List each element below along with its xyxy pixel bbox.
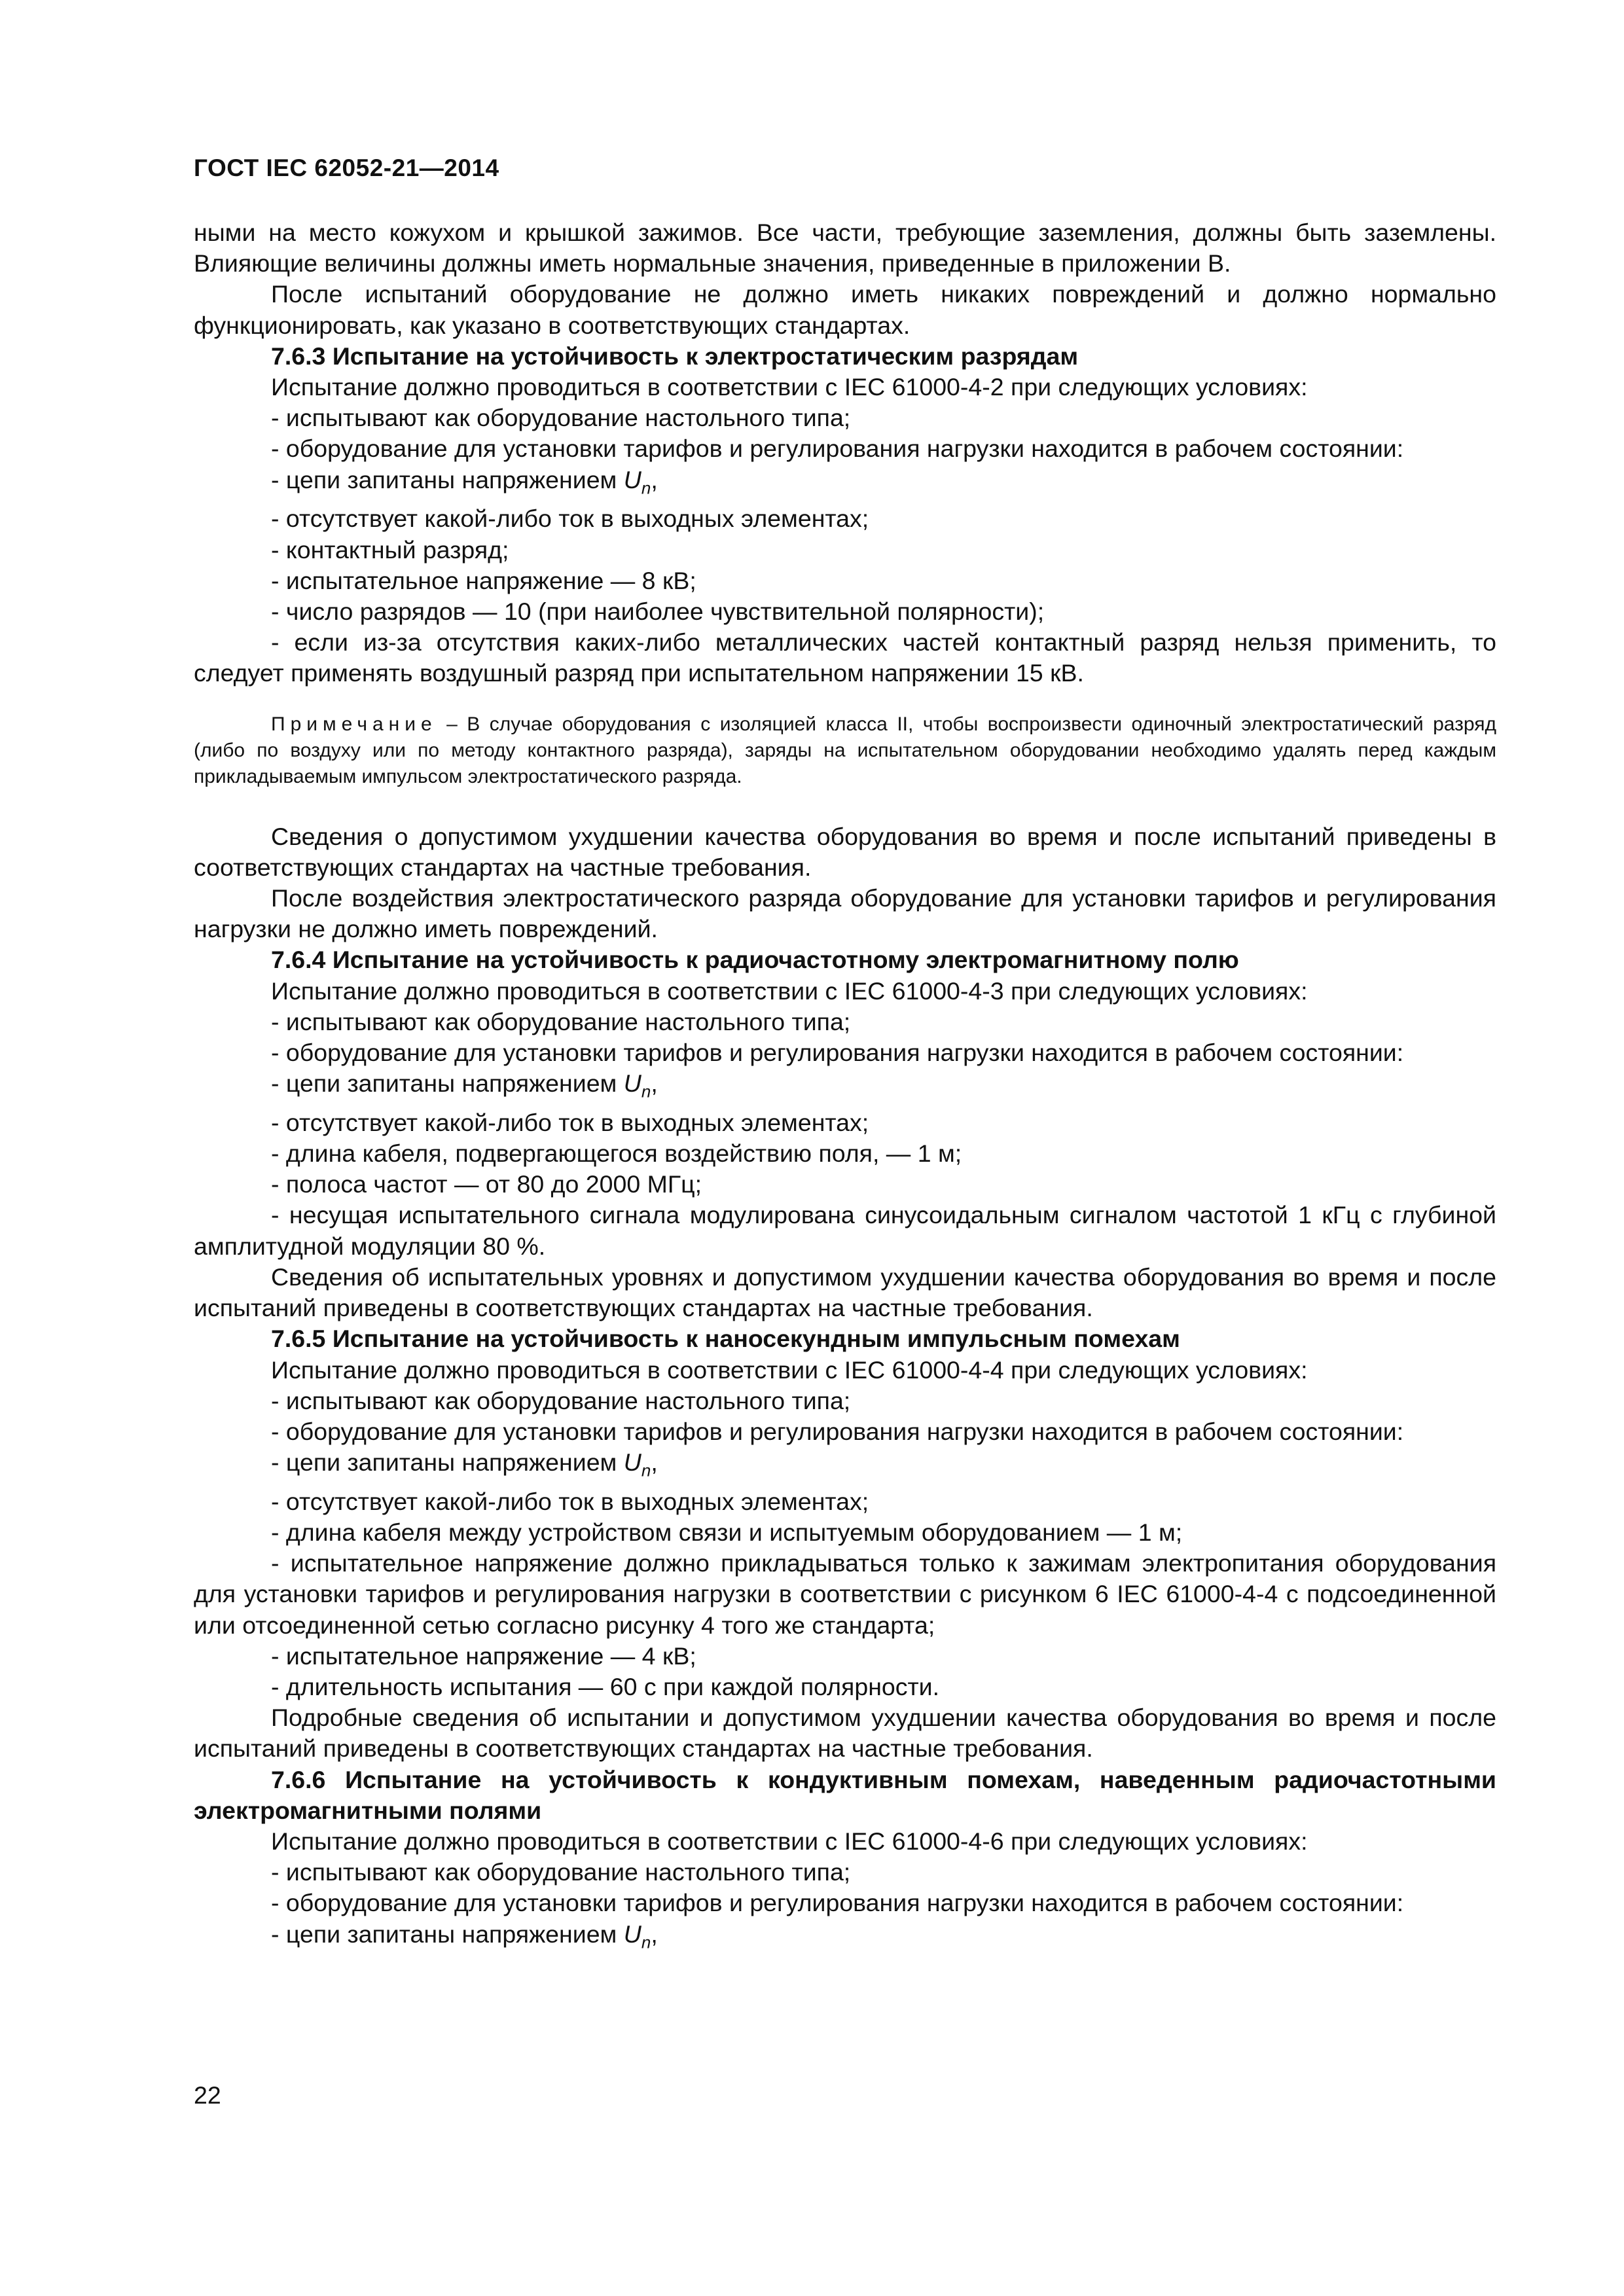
body-paragraph: После испытаний оборудование не должно иметь никаких повреждений и должно нормально функционировать, как указано в соответствующих стандартах.	[194, 280, 1496, 339]
voltage-symbol: U	[623, 465, 641, 493]
body-paragraph: ными на место кожухом и крышкой зажимов. Все части, требующие заземления, должны быть заземлены. Влияющие величины должны иметь нормальные значения, приведенные в приложении В.	[194, 219, 1496, 278]
body-paragraph: Сведения об испытательных уровнях и допустимом ухудшении качества оборудования во время и после испытаний приведены в соответствующих стандартах на частные требования.	[194, 1263, 1496, 1322]
body-paragraph: - испытательное напряжение должно прикладываться только к зажимам электропитания оборудования для установки тарифов и регулирования нагрузки в соответствии с рисунком 6 IEC 61000-4-4 с подсоединенной или отсоединенной сетью согласно рисунку 4 того же стандарта;	[194, 1549, 1496, 1639]
voltage-subscript: n	[641, 478, 651, 498]
body-paragraph: - длина кабеля между устройством связи и испытуемым оборудованием — 1 м;	[271, 1518, 1183, 1547]
document-body	[194, 217, 1496, 1958]
body-paragraph: Испытание должно проводиться в соответствии с IEC 61000-4-2 при следующих условиях:	[271, 373, 1308, 401]
paragraph-text: - цепи запитаны напряжением	[271, 1920, 624, 1948]
paragraph-suffix: ,	[651, 1448, 658, 1477]
section-heading: 7.6.6 Испытание на устойчивость к кондуктивным помехам, наведенным радиочастотными электромагнитными полями	[194, 1765, 1496, 1824]
note-paragraph	[194, 711, 1496, 790]
body-paragraph	[194, 1447, 1496, 1486]
voltage-symbol: U	[623, 1069, 641, 1098]
section-heading: 7.6.4 Испытание на устойчивость к радиочастотному электромагнитному полю	[271, 946, 1239, 974]
body-paragraph: - испытывают как оборудование настольного типа;	[271, 1007, 851, 1035]
section-heading: 7.6.3 Испытание на устойчивость к электростатическим разрядам	[271, 342, 1079, 370]
body-paragraph: - испытывают как оборудование настольного типа;	[271, 1386, 851, 1414]
voltage-symbol: U	[623, 1448, 641, 1477]
body-paragraph: - длина кабеля, подвергающегося воздействию поля, — 1 м;	[271, 1139, 962, 1168]
body-paragraph: - несущая испытательного сигнала модулирована синусоидальным сигналом частотой 1 кГц с глубиной амплитудной модуляции 80 %.	[194, 1201, 1496, 1260]
paragraph-text: - цепи запитаны напряжением	[271, 1069, 624, 1098]
body-paragraph: - оборудование для установки тарифов и регулирования нагрузки находится в рабочем состоянии:	[271, 1038, 1404, 1066]
section-heading: 7.6.5 Испытание на устойчивость к наносекундным импульсным помехам	[271, 1325, 1180, 1353]
body-paragraph: Сведения о допустимом ухудшении качества оборудования во время и после испытаний приведены в соответствующих стандартах на частные требования.	[194, 822, 1496, 881]
voltage-subscript: n	[641, 1460, 651, 1480]
body-paragraph: - отсутствует какой-либо ток в выходных элементах;	[271, 505, 869, 533]
paragraph-suffix: ,	[651, 465, 658, 493]
body-paragraph: - если из-за отсутствия каких-либо металлических частей контактный разряд нельзя применить, то следует применять воздушный разряд при испытательном напряжении 15 кВ.	[194, 628, 1496, 687]
voltage-subscript: n	[641, 1081, 651, 1102]
body-paragraph: - число разрядов — 10 (при наиболее чувствительной полярности);	[271, 597, 1045, 625]
paragraph-text: - цепи запитаны напряжением	[271, 465, 624, 493]
body-paragraph: Испытание должно проводиться в соответствии с IEC 61000-4-3 при следующих условиях:	[271, 977, 1308, 1005]
body-paragraph: - полоса частот — от 80 до 2000 МГц;	[271, 1170, 702, 1198]
paragraph-text: - цепи запитаны напряжением	[271, 1448, 624, 1477]
body-paragraph: - испытывают как оборудование настольного типа;	[271, 1858, 851, 1886]
voltage-subscript: n	[641, 1932, 651, 1952]
body-paragraph: Испытание должно проводиться в соответствии с IEC 61000-4-4 при следующих условиях:	[271, 1355, 1308, 1384]
body-paragraph: - оборудование для установки тарифов и регулирования нагрузки находится в рабочем состоянии:	[271, 1417, 1404, 1445]
body-paragraph: - длительность испытания — 60 с при каждой полярности.	[271, 1673, 940, 1701]
body-paragraph: - оборудование для установки тарифов и регулирования нагрузки находится в рабочем состоянии:	[271, 435, 1404, 463]
body-paragraph: - испытательное напряжение — 8 кВ;	[271, 566, 696, 594]
body-paragraph: После воздействия электростатического разряда оборудование для установки тарифов и регулирования нагрузки не должно иметь повреждений.	[194, 884, 1496, 943]
note-label: Примечание	[271, 713, 437, 735]
paragraph-suffix: ,	[651, 1069, 658, 1098]
note-text: – В случае оборудования с изоляцией класса II, чтобы воспроизвести одиночный электростатический разряд (либо по воздуху или по методу контактного разряда), заряды на испытательном оборудовании необходимо удалять перед каждым прикладываемым импульсом электростатического разряда.	[194, 713, 1496, 787]
body-paragraph	[194, 1068, 1496, 1107]
body-paragraph	[194, 1919, 1496, 1958]
voltage-symbol: U	[623, 1920, 641, 1948]
body-paragraph: - испытательное напряжение — 4 кВ;	[271, 1641, 696, 1670]
body-paragraph: Подробные сведения об испытании и допустимом ухудшении качества оборудования во время и после испытаний приведены в соответствующих стандартах на частные требования.	[194, 1704, 1496, 1763]
paragraph-suffix: ,	[651, 1920, 658, 1948]
page-number: 22	[194, 2081, 221, 2109]
body-paragraph	[194, 465, 1496, 504]
body-paragraph: - отсутствует какой-либо ток в выходных элементах;	[271, 1487, 869, 1515]
body-paragraph: - оборудование для установки тарифов и регулирования нагрузки находится в рабочем состоянии:	[271, 1889, 1404, 1917]
body-paragraph: Испытание должно проводиться в соответствии с IEC 61000-4-6 при следующих условиях:	[271, 1827, 1308, 1856]
document-header: ГОСТ IEC 62052-21—2014	[194, 154, 499, 181]
body-paragraph: - контактный разряд;	[271, 535, 509, 564]
body-paragraph: - испытывают как оборудование настольного типа;	[271, 404, 851, 432]
body-paragraph: - отсутствует какой-либо ток в выходных элементах;	[271, 1108, 869, 1136]
